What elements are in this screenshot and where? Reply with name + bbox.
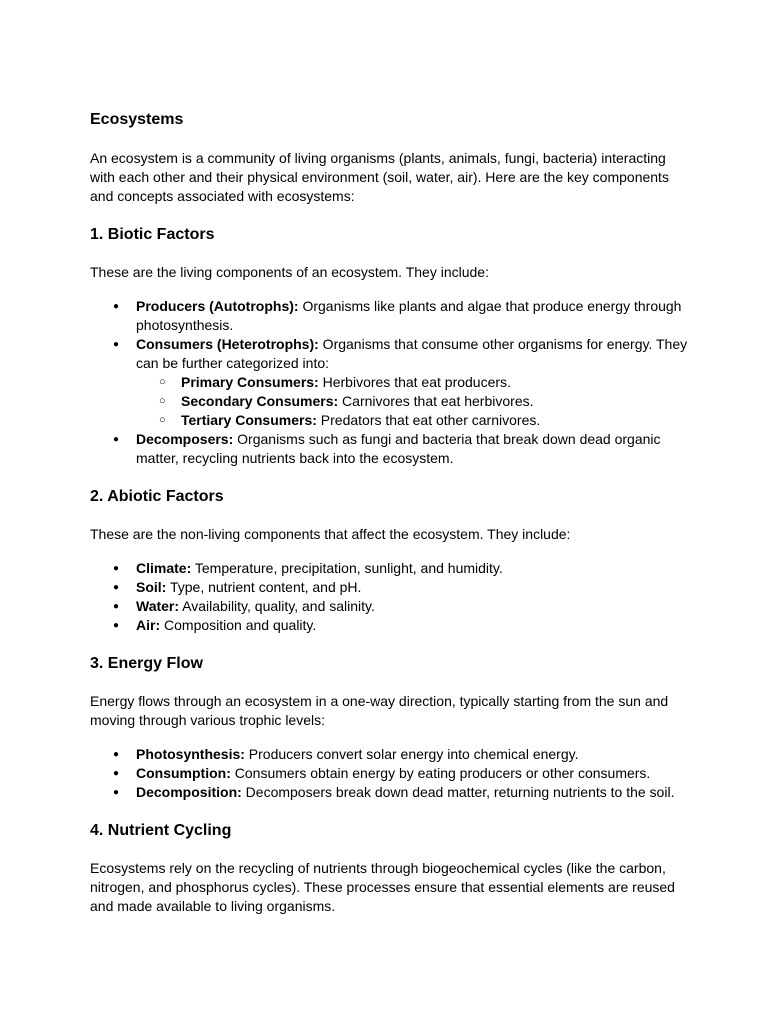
list-item-term: Decomposition:: [136, 784, 242, 800]
intro-paragraph: An ecosystem is a community of living organisms (plants, animals, fungi, bacteria) interacting with each other and their physical environment (soil, water, air). Here are the key components and concepts associated with ecosystems:: [90, 150, 669, 204]
list-item-text: Carnivores that eat herbivores.: [338, 393, 534, 409]
list-item: [90, 559, 690, 578]
list-item: [90, 578, 690, 597]
list-item-term: Soil:: [136, 579, 167, 595]
list-item-text: Composition and quality.: [160, 617, 317, 633]
list-item-text: Availability, quality, and salinity.: [179, 598, 375, 614]
document-page: [90, 110, 690, 916]
biotic-list: [90, 297, 690, 468]
section-intro-nutrient-cycling: Ecosystems rely on the recycling of nutrients through biogeochemical cycles (like the carbon, nitrogen, and phosphorus cycles). These processes ensure that essential elements are reused and made available to living organisms.: [90, 860, 675, 914]
section-intro-abiotic: These are the non-living components that affect the ecosystem. They include:: [90, 526, 571, 542]
list-item: [90, 745, 690, 764]
list-item-term: Consumption:: [136, 765, 231, 781]
list-item-text: Herbivores that eat producers.: [318, 374, 511, 390]
list-item-text: Predators that eat other carnivores.: [316, 412, 541, 428]
page-title: Ecosystems: [90, 111, 184, 128]
section-heading-abiotic: 2. Abiotic Factors: [90, 488, 224, 505]
list-item-term: Climate:: [136, 560, 192, 576]
list-item-term: Photosynthesis:: [136, 746, 245, 762]
list-item-text: Temperature, precipitation, sunlight, and humidity.: [191, 560, 503, 576]
list-item-text: Type, nutrient content, and pH.: [166, 579, 362, 595]
list-item: [90, 616, 690, 635]
list-item-term: Secondary Consumers:: [181, 393, 339, 409]
list-item-term: Consumers (Heterotrophs):: [136, 336, 319, 352]
section-heading-biotic: 1. Biotic Factors: [90, 226, 215, 243]
list-item-text: Producers convert solar energy into chemical energy.: [244, 746, 579, 762]
list-item-text: Decomposers break down dead matter, returning nutrients to the soil.: [241, 784, 675, 800]
list-item: [90, 597, 690, 616]
list-item: [90, 783, 690, 802]
list-item-term: Decomposers:: [136, 431, 234, 447]
list-item-term: Tertiary Consumers:: [181, 412, 317, 428]
section-intro-energy-flow: Energy flows through an ecosystem in a one-way direction, typically starting from the sun and moving through various trophic levels:: [90, 693, 669, 728]
section-heading-energy-flow: 3. Energy Flow: [90, 655, 203, 672]
list-item: [90, 335, 690, 430]
abiotic-list: [90, 559, 690, 635]
list-item: [90, 764, 690, 783]
consumer-sublist: [136, 373, 690, 430]
section-intro-biotic: These are the living components of an ecosystem. They include:: [90, 264, 489, 280]
list-item-term: Water:: [136, 598, 180, 614]
sub-list-item: [136, 392, 690, 411]
list-item-term: Producers (Autotrophs):: [136, 298, 299, 314]
list-item-term: Air:: [136, 617, 161, 633]
list-item-text: Organisms that consume other organisms for energy. They can be further categorized into:: [136, 336, 688, 371]
list-item-text: Organisms such as fungi and bacteria that break down dead organic matter, recycling nutrients back into the ecosystem.: [136, 431, 661, 466]
section-heading-nutrient-cycling: 4. Nutrient Cycling: [90, 822, 232, 839]
list-item-term: Primary Consumers:: [181, 374, 319, 390]
list-item-text: Consumers obtain energy by eating producers or other consumers.: [230, 765, 651, 781]
list-item: [90, 297, 690, 335]
sub-list-item: [136, 411, 690, 430]
list-item-text: Organisms like plants and algae that produce energy through photosynthesis.: [136, 298, 682, 333]
sub-list-item: [136, 373, 690, 392]
list-item: [90, 430, 690, 468]
energy-flow-list: [90, 745, 690, 802]
